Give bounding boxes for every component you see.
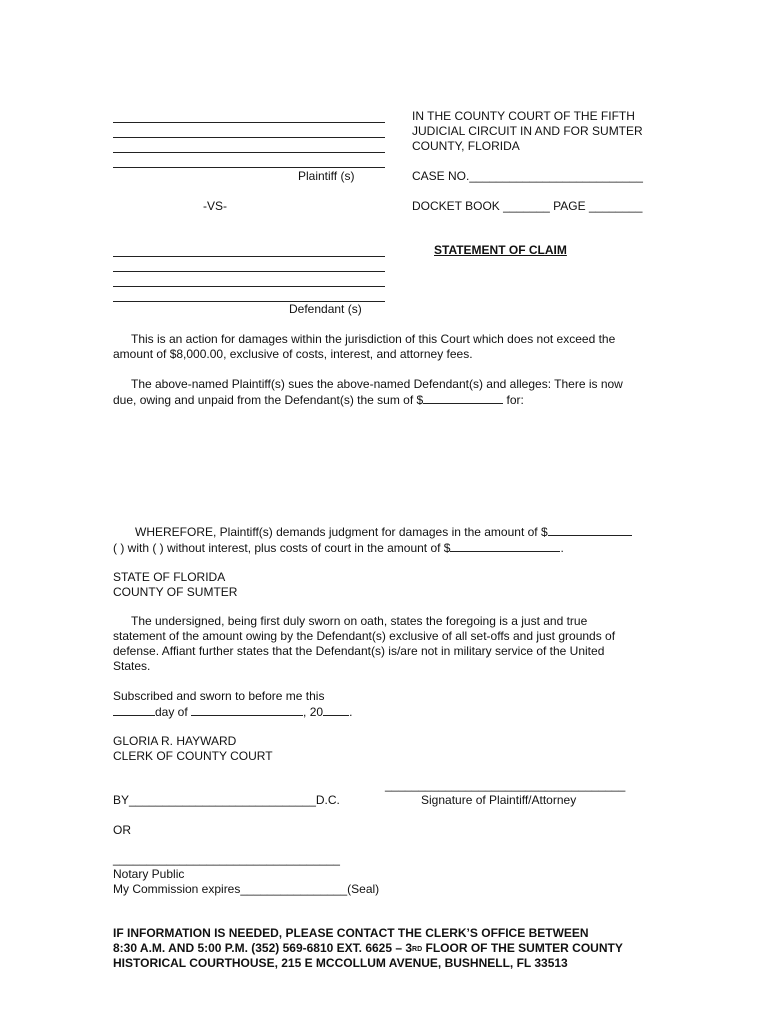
court-heading-line-2: JUDICIAL CIRCUIT IN AND FOR SUMTER bbox=[412, 124, 643, 138]
wherefore-interest-text: ( ) with ( ) without interest, plus costs of court in the amount of $ bbox=[113, 541, 451, 555]
contact-notice-line-2-end: FLOOR OF THE SUMTER COUNTY bbox=[422, 941, 623, 955]
clerk-title: CLERK OF COUNTY COURT bbox=[113, 749, 273, 763]
jurisdiction-text: This is an action for damages within the jurisdiction of this Court which does not exceed the amount of $8,000.00, exclusive of costs, interest, and attorney fees. bbox=[113, 332, 616, 361]
wherefore-text: WHEREFORE, Plaintiff(s) demands judgment for damages in the amount of $ bbox=[135, 525, 548, 539]
docket-book-page-field[interactable]: DOCKET BOOK _______ PAGE ________ bbox=[412, 199, 643, 213]
oath-paragraph bbox=[113, 614, 643, 674]
contact-notice-line-2-text: 8:30 A.M. AND 5:00 P.M. (352) 569-6810 EXT. 6625 – 3 bbox=[113, 941, 413, 955]
court-heading-line-1: IN THE COUNTY COURT OF THE FIFTH bbox=[412, 109, 635, 123]
judgment-amount-field[interactable] bbox=[548, 524, 632, 536]
contact-notice-line-2 bbox=[113, 941, 623, 955]
jurat-year-prefix: , 20 bbox=[303, 705, 324, 719]
jurat-year-field[interactable] bbox=[323, 704, 349, 716]
wherefore-paragraph bbox=[113, 524, 643, 556]
plaintiff-line-3[interactable] bbox=[113, 152, 385, 153]
allegation-paragraph bbox=[113, 377, 643, 408]
document-title: STATEMENT OF CLAIM bbox=[434, 243, 567, 257]
oath-text: The undersigned, being first duly sworn on oath, states the foregoing is a just and true statement of the amount owing by the Defendant(s) exclusive of all set-offs and just grounds of defense. Affiant further states that the Defendant(s) is/are not in military service of the United States. bbox=[113, 614, 616, 673]
floor-ordinal-suffix: RD bbox=[412, 946, 423, 953]
notary-label: Notary Public bbox=[113, 867, 185, 881]
clerk-name: GLORIA R. HAYWARD bbox=[113, 734, 237, 748]
case-number-field[interactable]: CASE NO.__________________________ bbox=[412, 169, 643, 183]
wherefore-period: . bbox=[560, 541, 564, 555]
or-label: OR bbox=[113, 823, 131, 837]
jurat-period: . bbox=[349, 705, 353, 719]
jurat-day-label: day of bbox=[155, 705, 188, 719]
jurisdiction-paragraph bbox=[113, 332, 643, 362]
notary-commission-field[interactable]: My Commission expires________________(Seal) bbox=[113, 882, 380, 896]
allegation-suffix: for: bbox=[503, 393, 524, 407]
defendant-line-2[interactable] bbox=[113, 271, 385, 272]
jurat-day-field[interactable] bbox=[113, 704, 155, 716]
plaintiff-signature-label: Signature of Plaintiff/Attorney bbox=[421, 793, 577, 807]
defendant-label: Defendant (s) bbox=[289, 302, 362, 316]
contact-notice-line-3: HISTORICAL COURTHOUSE, 215 E MCCOLLUM AVENUE, BUSHNELL, FL 33513 bbox=[113, 956, 568, 970]
jurat-line-1: Subscribed and sworn to before me this bbox=[113, 689, 325, 703]
plaintiff-line-4[interactable] bbox=[113, 167, 385, 168]
versus-label: -VS- bbox=[203, 199, 227, 213]
plaintiff-line-1[interactable] bbox=[113, 122, 385, 123]
jurat-month-field[interactable] bbox=[191, 704, 303, 716]
jurat-line-2 bbox=[113, 704, 352, 719]
court-heading-line-3: COUNTY, FLORIDA bbox=[412, 139, 520, 153]
plaintiff-line-2[interactable] bbox=[113, 137, 385, 138]
plaintiff-signature-line[interactable]: ____________________________________ bbox=[385, 778, 626, 792]
venue-state: STATE OF FLORIDA bbox=[113, 570, 226, 584]
plaintiff-label: Plaintiff (s) bbox=[298, 169, 355, 183]
notary-signature-line[interactable]: __________________________________ bbox=[113, 852, 340, 866]
contact-notice-line-1: IF INFORMATION IS NEEDED, PLEASE CONTACT THE CLERK’S OFFICE BETWEEN bbox=[113, 926, 589, 940]
claim-amount-field[interactable] bbox=[423, 392, 503, 404]
defendant-line-3[interactable] bbox=[113, 286, 385, 287]
venue-county: COUNTY OF SUMTER bbox=[113, 585, 238, 599]
allegation-text: The above-named Plaintiff(s) sues the above-named Defendant(s) and alleges: There is now due, owing and unpaid from the Defendant(s) the sum of $ bbox=[113, 377, 623, 407]
court-costs-field[interactable] bbox=[450, 540, 560, 552]
deputy-clerk-signature-field[interactable]: BY____________________________D.C. bbox=[113, 793, 340, 807]
defendant-line-1[interactable] bbox=[113, 256, 385, 257]
